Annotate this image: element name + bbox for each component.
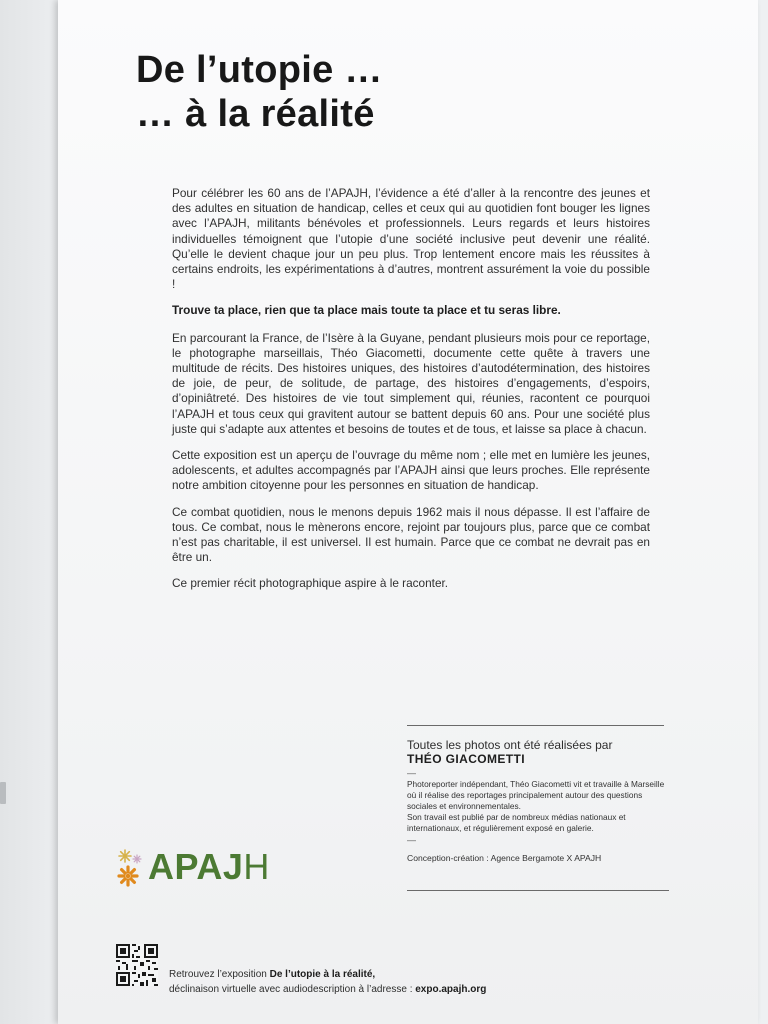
credit-dash: — — [407, 768, 416, 778]
footer-prefix: Retrouvez l’exposition — [169, 969, 270, 980]
intro-text — [172, 186, 650, 603]
footer-line-2 — [169, 982, 486, 997]
exhibition-poster — [58, 0, 758, 1024]
photographer-bio — [407, 779, 669, 834]
exhibit-name: De l’utopie à la réalité, — [269, 969, 376, 980]
poster-title — [136, 48, 383, 136]
design-credit: Conception-création : Agence Bergamote X APAJH — [407, 853, 602, 863]
paragraph-anniversary: Pour célébrer les 60 ans de l’APAJH, l’évidence a été d’aller à la rencontre des jeunes et des adultes en situation de handicap, celles et ceux qui au quotidien font bouger les lignes avec l’APAJH, militants bénévoles et professionnels. Leurs regards et leurs histoires individuelles témoignent que l’utopie d’une société inclusive peut devenir une réalité. Qu’elle le devient chaque jour un peu plus. Trop lentement encore mais les réussites à certains endroits, les expérimentations à d’autres, montrent assurément la voie du possible ! — [172, 186, 650, 292]
paragraph-reportage: En parcourant la France, de l’Isère à la Guyane, pendant plusieurs mois pour ce reportage, le photographe marseillais, Théo Giacometti, documente cette quête à travers une multitude de récits. Des histoires uniques, des histoires d’autodétermination, des histoires de joie, de peur, de solitude, de partage, des histoires d’engagements, d’espoirs, d’opiniâtreté. Des histoires de vie tout simplement qui, réunies, racontent ce pourquoi l’APAJH et tous ceux qui gravitent autour se battent depuis 60 ans. Pour une société plus juste qui s’adapte aux attentes et besoins de toutes et de tous, et laisse sa place à chacun. — [172, 330, 650, 436]
title-line-2: … à la réalité — [136, 93, 375, 135]
divider-top — [407, 725, 664, 726]
logo-wordmark-h: H — [243, 846, 270, 887]
paragraph-exhibition: Cette exposition est un aperçu de l’ouvrage du même nom ; elle met en lumière les jeunes, adolescents, et adultes accompagnés par l’APAJH ainsi que leurs proches. Elle représente notre ambition citoyenne pour les personnes en situation de handicap. — [172, 448, 650, 493]
paragraph-combat: Ce combat quotidien, nous le menons depuis 1962 mais il nous dépasse. Il est l’affaire de tous. Ce combat, nous le mènerons encore, rejoint par toujours plus, parce que ce combat n’est pas charitable, il est universel. Il est humain. Parce que ce combat ne devrait pas en être un. — [172, 504, 650, 565]
divider-bottom — [407, 890, 669, 891]
qr-code-icon[interactable] — [116, 944, 158, 986]
footer-line-1 — [169, 967, 486, 982]
logo-wordmark — [148, 846, 270, 888]
logo-wordmark-main: APAJ — [148, 846, 244, 887]
bio-line-2: Son travail est publié par de nombreux médias nationaux et internationaux, et régulièrement exposé en galerie. — [407, 812, 626, 833]
bio-line-1: Photoreporter indépendant, Théo Giacometti vit et travaille à Marseille où il réalise des reportages principalement autour des questions sociales et environnementales. — [407, 779, 665, 811]
apajh-logo — [116, 842, 286, 892]
footer-line2-prefix: déclinaison virtuelle avec audiodescription à l’adresse : — [169, 984, 416, 995]
title-line-1: De l’utopie … — [136, 49, 383, 91]
credit-intro: Toutes les photos ont été réalisées par — [407, 738, 613, 752]
paragraph-closing: Ce premier récit photographique aspire à le raconter. — [172, 576, 449, 591]
photo-credits — [407, 738, 669, 863]
photographer-name: THÉO GIACOMETTI — [407, 752, 525, 766]
flower-icon — [116, 846, 148, 892]
footer-info — [169, 967, 486, 997]
credit-dash-2: — — [407, 835, 416, 845]
motto: Trouve ta place, rien que ta place mais toute ta place et tu seras libre. — [172, 303, 561, 318]
exhibit-url-link[interactable]: expo.apajh.org — [415, 984, 487, 995]
wall-hook — [0, 782, 6, 804]
wall-background-left — [0, 0, 60, 1024]
